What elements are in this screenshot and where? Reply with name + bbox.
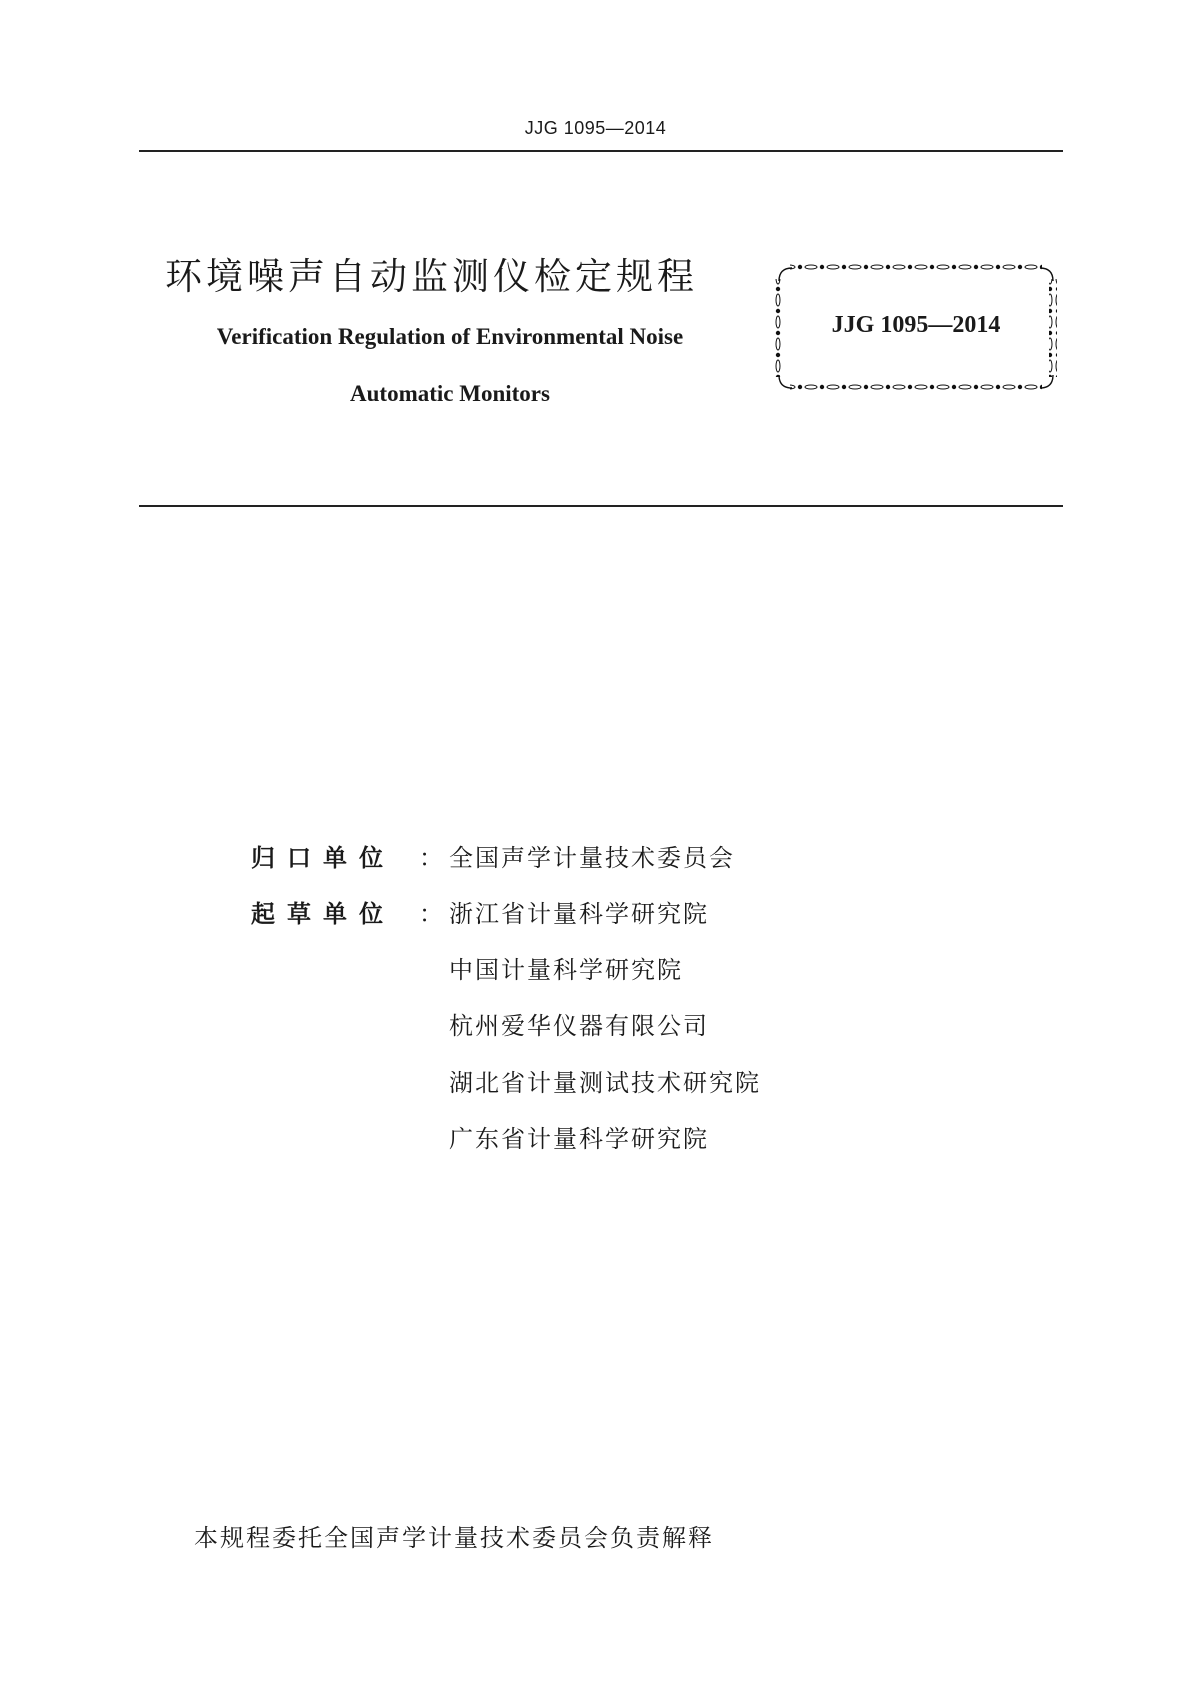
drafting-unit-item: 中国计量科学研究院 <box>449 956 683 984</box>
drafting-unit-item: 浙江省计量科学研究院 <box>449 900 709 928</box>
title-chinese: 环境噪声自动监测仪检定规程 <box>165 255 698 298</box>
drafting-unit-label <box>251 894 415 929</box>
interpretation-note: 本规程委托全国声学计量技术委员会负责解释 <box>194 1524 714 1552</box>
header-standard-code: JJG 1095—2014 <box>524 118 667 138</box>
responsible-unit-label <box>251 838 415 873</box>
label-char: 口 <box>287 844 311 872</box>
standard-code-box <box>774 263 1058 393</box>
drafting-unit-colon: ： <box>419 900 443 928</box>
standard-code-text: JJG 1095—2014 <box>831 312 1001 338</box>
responsible-unit-colon: ： <box>419 844 443 872</box>
label-char: 单 <box>323 844 347 872</box>
title-english-line1: Verification Regulation of Environmental Noise <box>216 324 684 349</box>
drafting-unit-item: 杭州爱华仪器有限公司 <box>449 1012 709 1040</box>
responsible-unit-value: 全国声学计量技术委员会 <box>449 844 735 872</box>
label-char: 草 <box>287 900 311 928</box>
title-english-line2: Automatic Monitors <box>350 381 550 406</box>
label-char: 位 <box>359 900 383 928</box>
label-char: 起 <box>251 900 275 928</box>
label-char: 位 <box>359 844 383 872</box>
header-divider <box>139 150 1063 152</box>
label-char: 归 <box>251 844 275 872</box>
title-divider <box>139 505 1063 507</box>
label-char: 单 <box>323 900 347 928</box>
drafting-unit-item: 湖北省计量测试技术研究院 <box>449 1069 761 1097</box>
drafting-unit-item: 广东省计量科学研究院 <box>449 1125 709 1153</box>
